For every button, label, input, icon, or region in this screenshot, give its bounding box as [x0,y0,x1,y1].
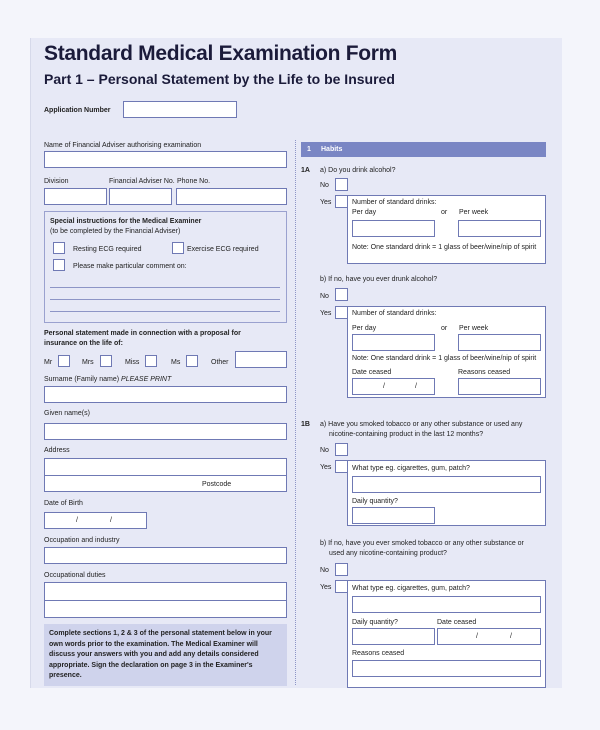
adviser-name-label: Name of Financial Adviser authorising examination [44,142,202,149]
q1b-b-date-ceased-label: Date ceased [437,619,477,626]
q1b-b-date-slash-1: / [476,633,478,640]
q1a-b-per-day-label: Per day [352,325,377,332]
application-number-input[interactable] [123,101,237,118]
q1a-b-drinks-box[interactable] [347,306,546,398]
q1b-a-daily-quantity-label: Daily quantity? [352,498,398,505]
q1a-a-per-week-input[interactable] [458,220,541,237]
q1b-a-what-type-input[interactable] [352,476,541,493]
q1a-b-reasons-ceased-input[interactable] [458,378,541,395]
q1a-b-no-checkbox[interactable] [335,288,348,301]
q1a-a-yes-label: Yes [320,199,332,206]
q1b-b-what-type-input[interactable] [352,596,541,613]
q1a-b-no-label: No [320,293,329,300]
exercise-ecg-label: Exercise ECG required [187,246,259,253]
personal-statement-line-1: Personal statement made in connection with a proposal for [44,330,241,337]
surname-input[interactable] [44,386,287,403]
q1a-b-date-slash-2: / [415,383,417,390]
q1a-b-text: b) If no, have you ever drunk alcohol? [320,276,438,283]
q1b-b-text-2: used any nicotine-containing product? [329,550,447,557]
adviser-no-label: Financial Adviser No. [109,178,175,185]
page-title: Standard Medical Examination Form [44,42,398,65]
special-instructions-title: Special instructions for the Medical Examiner [50,218,202,225]
address-label: Address [44,447,70,454]
particular-comment-checkbox[interactable] [53,259,65,271]
comment-line-3[interactable] [50,311,280,312]
exercise-ecg-checkbox[interactable] [172,242,184,254]
given-names-label: Given name(s) [44,410,90,417]
occupation-label: Occupation and industry [44,537,120,544]
q1b-a-text-1: a) Have you smoked tobacco or any other substance or used any [320,421,523,428]
q1b-a-text-2: nicotine-containing product in the last 12 months? [329,431,484,438]
title-mr-label: Mr [44,359,53,366]
title-mrs-label: Mrs [82,359,94,366]
q1b-a-yes-label: Yes [320,464,332,471]
division-label: Division [44,178,69,185]
q1b-a-no-label: No [320,447,329,454]
title-miss-checkbox[interactable] [145,355,157,367]
q1b-b-yes-label: Yes [320,584,332,591]
given-names-input[interactable] [44,423,287,440]
q1a-a-note: Note: One standard drink = 1 glass of beer/wine/nip of spirit [352,244,537,251]
address-separator [45,475,286,476]
please-print-note: PLEASE PRINT [121,376,172,383]
duties-separator [45,600,286,601]
q1a-a-no-checkbox[interactable] [335,178,348,191]
q1a-a-drinks-box[interactable] [347,195,546,264]
q1b-b-daily-quantity-input[interactable] [352,628,435,645]
q1a-a-num-drinks: Number of standard drinks: [352,199,437,206]
q1b-b-reasons-ceased-label: Reasons ceased [352,650,405,657]
adviser-name-input[interactable] [44,151,287,168]
application-number-label: Application Number [44,107,111,114]
q1b-b-smoking-box[interactable] [347,580,546,688]
dob-slash-1: / [76,517,78,524]
q1b-b-text-1: b) If no, have you ever smoked tobacco or any other substance or [320,540,524,547]
comment-line-2[interactable] [50,299,280,300]
title-other-label: Other [211,359,229,366]
title-mrs-checkbox[interactable] [100,355,112,367]
q1b-label: 1B [301,421,310,428]
q1a-b-or: or [441,325,448,332]
occupation-input[interactable] [44,547,287,564]
q1a-a-or: or [441,209,448,216]
dob-label: Date of Birth [44,500,83,507]
address-input[interactable] [44,458,287,492]
section-number: 1 [307,146,311,153]
phone-no-input[interactable] [176,188,287,205]
dob-input[interactable] [44,512,147,529]
habits-section-header [301,142,546,157]
q1a-a-per-day-label: Per day [352,209,377,216]
q1b-a-what-type-label: What type eg. cigarettes, gum, patch? [352,465,470,472]
q1a-b-date-ceased-label: Date ceased [352,369,392,376]
duties-label: Occupational duties [44,572,106,579]
q1a-a-per-week-label: Per week [459,209,489,216]
title-miss-label: Miss [125,359,140,366]
resting-ecg-checkbox[interactable] [53,242,65,254]
q1a-label: 1A [301,167,310,174]
particular-comment-label: Please make particular comment on: [73,263,187,270]
q1b-a-daily-quantity-input[interactable] [352,507,435,524]
surname-label [44,375,171,384]
postcode-label: Postcode [202,481,232,488]
special-instructions-panel [44,211,287,323]
q1a-a-per-day-input[interactable] [352,220,435,237]
division-input[interactable] [44,188,107,205]
q1b-b-daily-quantity-label: Daily quantity? [352,619,398,626]
title-mr-checkbox[interactable] [58,355,70,367]
dob-slash-2: / [110,517,112,524]
q1b-b-no-label: No [320,567,329,574]
instructions-note: Complete sections 1, 2 & 3 of the personal statement below in your own words prior to the examination. The Medical Examiner will discuss your answers with you and add any details considered appropriate. Sign the declaration on page 3 in the Examiner's presence. [44,624,287,686]
q1a-b-num-drinks: Number of standard drinks: [352,310,437,317]
column-divider [295,140,296,685]
q1a-b-per-day-input[interactable] [352,334,435,351]
q1b-b-reasons-ceased-input[interactable] [352,660,541,677]
q1a-b-per-week-label: Per week [459,325,489,332]
q1b-a-no-checkbox[interactable] [335,443,348,456]
q1b-a-smoking-box[interactable] [347,460,546,526]
phone-no-label: Phone No. [177,178,211,185]
title-other-input[interactable] [235,351,287,368]
q1a-b-note: Note: One standard drink = 1 glass of beer/wine/nip of spirit [352,355,537,362]
q1a-a-text: a) Do you drink alcohol? [320,167,396,174]
page-subtitle: Part 1 – Personal Statement by the Life to be Insured [44,71,395,87]
q1a-b-yes-label: Yes [320,310,332,317]
comment-line-1[interactable] [50,287,280,288]
surname-label-text: Surname (Family name) [44,376,120,383]
q1a-b-date-ceased-input[interactable] [352,378,435,395]
adviser-no-input[interactable] [109,188,172,205]
q1a-b-reasons-ceased-label: Reasons ceased [458,369,511,376]
q1b-b-what-type-label: What type eg. cigarettes, gum, patch? [352,585,470,592]
section-title: Habits [321,146,343,153]
title-ms-checkbox[interactable] [186,355,198,367]
title-ms-label: Ms [171,359,181,366]
q1a-b-per-week-input[interactable] [458,334,541,351]
q1b-b-date-slash-2: / [510,633,512,640]
personal-statement-line-2: insurance on the life of: [44,340,123,347]
q1b-b-no-checkbox[interactable] [335,563,348,576]
special-instructions-subtitle: (to be completed by the Financial Adviser) [50,228,181,235]
q1a-a-no-label: No [320,182,329,189]
q1a-b-date-slash-1: / [383,383,385,390]
duties-input[interactable] [44,582,287,618]
form-page [30,38,562,688]
resting-ecg-label: Resting ECG required [73,246,142,253]
q1b-b-date-ceased-input[interactable] [437,628,541,645]
